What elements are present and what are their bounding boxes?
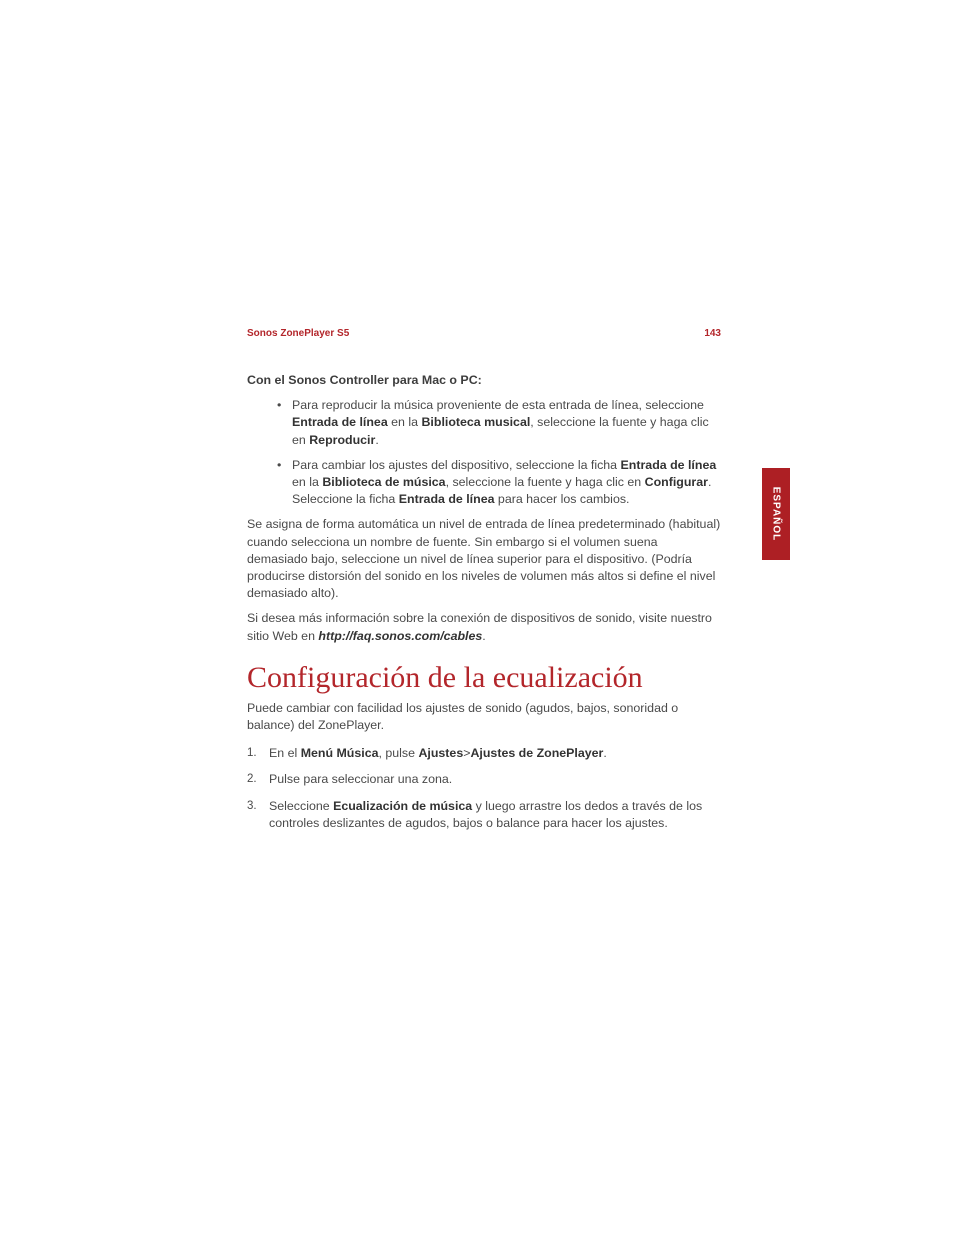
faq-link[interactable]: http://faq.sonos.com/cables (318, 628, 483, 643)
ui-term: Reproducir (309, 432, 376, 447)
line-in-level-paragraph: Se asigna de forma automática un nivel de entrada de línea predeterminado (habitual) cuando selecciona un nombre de fuente. Sin embargo si el volumen suena demasiado bajo, seleccione un nivel de línea superior para el dispositivo. (Podría producirse distorsión del sonido en los niveles de volumen más altos si define el nivel demasiado alto). (247, 517, 721, 601)
ui-term: Configurar (644, 475, 708, 490)
ui-term: Ajustes (418, 746, 464, 761)
more-info-paragraph: Si desea más información sobre la conexión de dispositivos de sonido, visite nuestro sitio Web en http://faq.sonos.com/cables. (247, 611, 712, 643)
step-number: 3. (247, 799, 257, 812)
list-item: 3. Seleccione Ecualización de música y luego arrastre los dedos a través de los controles deslizantes de agudos, bajos o balance para hacer los ajustes. (247, 798, 703, 830)
language-tab-label: ESPAÑOL (770, 486, 782, 542)
step-number: 1. (247, 747, 257, 760)
ui-term: Entrada de línea (292, 415, 388, 430)
mac-pc-bullet-list (247, 397, 721, 508)
eq-steps-list (247, 745, 721, 832)
ui-term: Ecualización de música (333, 798, 473, 813)
page-number: 143 (704, 328, 721, 339)
language-tab (762, 468, 790, 560)
list-item: 1. En el Menú Música, pulse Ajustes>Ajustes de ZonePlayer. (247, 745, 721, 762)
ui-term: Menú Música (300, 746, 379, 761)
page-header (247, 327, 721, 341)
list-item: 2. Pulse para seleccionar una zona. (247, 771, 721, 788)
list-item: • Para cambiar los ajustes del dispositivo, seleccione la ficha Entrada de línea en la Biblioteca de música, seleccione la fuente y haga clic en Configurar. Seleccione la ficha Entrada de línea para hacer los cambios. (247, 457, 721, 509)
mac-pc-subheading: Con el Sonos Controller para Mac o PC: (247, 373, 482, 387)
eq-intro-paragraph: Puede cambiar con facilidad los ajustes de sonido (agudos, bajos, sonoridad o balance) del ZonePlayer. (247, 700, 679, 733)
doc-title: Sonos ZonePlayer S5 (247, 328, 350, 339)
page-content (247, 372, 721, 841)
section-title: Configuración de la ecualización (247, 660, 643, 694)
ui-term: Ajustes de ZonePlayer (470, 746, 604, 761)
step-number: 2. (247, 773, 257, 786)
ui-term: Biblioteca musical (421, 415, 531, 430)
list-item: • Para reproducir la música proveniente de esta entrada de línea, seleccione Entrada de línea en la Biblioteca musical, seleccione la fuente y haga clic en Reproducir. (247, 397, 721, 449)
ui-term: Entrada de línea (620, 457, 717, 472)
ui-term: Entrada de línea (398, 492, 495, 507)
ui-term: Biblioteca de música (322, 475, 446, 490)
